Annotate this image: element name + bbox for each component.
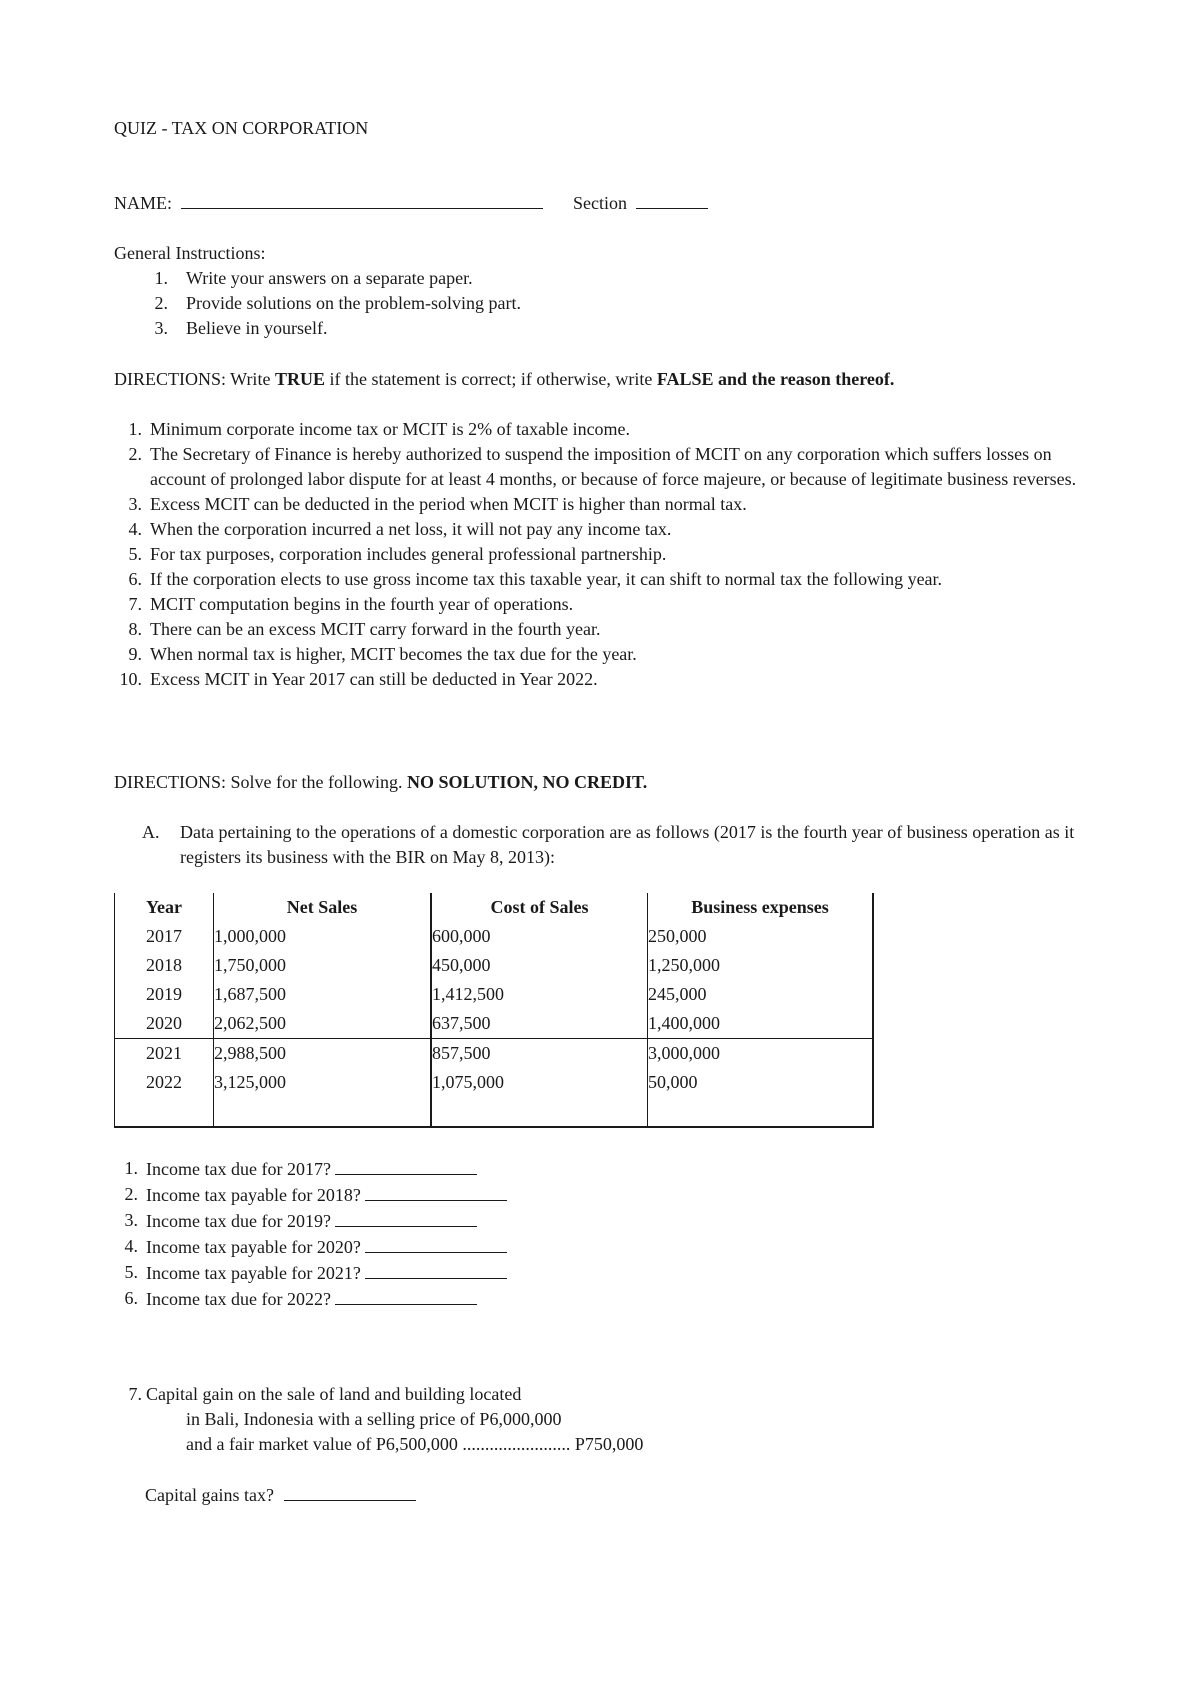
question-7-line1: 7. Capital gain on the sale of land and building located bbox=[128, 1384, 522, 1404]
table-cell: 1,412,500 bbox=[431, 980, 648, 1009]
table-cell: 2022 bbox=[115, 1068, 214, 1097]
header-net-sales: Net Sales bbox=[214, 893, 432, 922]
table-row bbox=[115, 1039, 874, 1069]
question-item: 2. Income tax payable for 2018? bbox=[114, 1182, 507, 1208]
header-business-expenses: Business expenses bbox=[648, 893, 874, 922]
problem-a bbox=[142, 820, 1092, 870]
table-cell: 1,400,000 bbox=[648, 1009, 874, 1039]
table-cell: 450,000 bbox=[431, 951, 648, 980]
table-cell: 1,250,000 bbox=[648, 951, 874, 980]
table-cell: 1,075,000 bbox=[431, 1068, 648, 1097]
answer-blank[interactable] bbox=[335, 1286, 477, 1305]
list-item: 7. MCIT computation begins in the fourth year of operations. bbox=[128, 594, 574, 614]
question-item: 5. Income tax payable for 2021? bbox=[114, 1260, 507, 1286]
table-row bbox=[115, 922, 874, 951]
table-cell-empty bbox=[648, 1097, 874, 1127]
table-cell: 2018 bbox=[115, 951, 214, 980]
table-cell: 3,000,000 bbox=[648, 1039, 874, 1069]
answer-blank[interactable] bbox=[365, 1182, 507, 1201]
list-item: 3. Believe in yourself. bbox=[154, 318, 328, 338]
answer-blank[interactable] bbox=[335, 1156, 477, 1175]
name-label: NAME: bbox=[114, 193, 172, 213]
table-header-row bbox=[115, 893, 874, 922]
question-item: 6. Income tax due for 2022? bbox=[114, 1286, 507, 1312]
name-field[interactable] bbox=[181, 190, 543, 209]
header-cost-of-sales: Cost of Sales bbox=[431, 893, 648, 922]
table-cell: 2,988,500 bbox=[214, 1039, 432, 1069]
list-item: 2. Provide solutions on the problem-solving part. bbox=[154, 293, 521, 313]
table-cell: 857,500 bbox=[431, 1039, 648, 1069]
table-cell: 250,000 bbox=[648, 922, 874, 951]
question-7-line2: in Bali, Indonesia with a selling price of P6,000,000 bbox=[186, 1409, 562, 1429]
problem-a-label: A. bbox=[142, 822, 160, 842]
directions-true-false: DIRECTIONS: Write TRUE if the statement is correct; if otherwise, write FALSE and the reason thereof. bbox=[114, 369, 895, 389]
operations-table bbox=[114, 893, 874, 1128]
problem-a-text: Data pertaining to the operations of a domestic corporation are as follows (2017 is the fourth year of business operation as it registers its business with the BIR on May 8, 2013): bbox=[180, 822, 1075, 867]
table-empty-row bbox=[115, 1097, 874, 1127]
table-row bbox=[115, 1009, 874, 1039]
list-item: 5. For tax purposes, corporation includes general professional partnership. bbox=[128, 544, 667, 564]
list-item: 9. When normal tax is higher, MCIT becomes the tax due for the year. bbox=[128, 644, 637, 664]
table-cell: 245,000 bbox=[648, 980, 874, 1009]
question-item: 1. Income tax due for 2017? bbox=[114, 1156, 507, 1182]
page-title: QUIZ - TAX ON CORPORATION bbox=[114, 118, 369, 138]
section-label: Section bbox=[573, 193, 627, 213]
answer-blank[interactable] bbox=[365, 1260, 507, 1279]
table-cell: 1,750,000 bbox=[214, 951, 432, 980]
question-item: 3. Income tax due for 2019? bbox=[114, 1208, 507, 1234]
list-item: 2. The Secretary of Finance is hereby authorized to suspend the imposition of MCIT on any corporation which suffers losses on account of prolonged labor dispute for at least 4 months, or because of force majeure, or because of legitimate business reverses. bbox=[128, 444, 1077, 489]
table-cell: 2017 bbox=[115, 922, 214, 951]
table-cell: 1,000,000 bbox=[214, 922, 432, 951]
general-instructions-list bbox=[150, 266, 521, 341]
header-year: Year bbox=[115, 893, 214, 922]
table-cell: 2019 bbox=[115, 980, 214, 1009]
table-cell: 600,000 bbox=[431, 922, 648, 951]
general-instructions-heading: General Instructions: bbox=[114, 243, 266, 263]
capital-gains-tax-question: Capital gains tax? bbox=[145, 1482, 416, 1508]
question-7-line3: and a fair market value of P6,500,000 ........................ P750,000 bbox=[186, 1434, 644, 1454]
directions-solve: DIRECTIONS: Solve for the following. NO SOLUTION, NO CREDIT. bbox=[114, 772, 648, 792]
table-cell-empty bbox=[431, 1097, 648, 1127]
answer-blank[interactable] bbox=[335, 1208, 477, 1227]
question-item: 4. Income tax payable for 2020? bbox=[114, 1234, 507, 1260]
name-section-row bbox=[114, 190, 708, 216]
table-cell: 637,500 bbox=[431, 1009, 648, 1039]
list-item: 3. Excess MCIT can be deducted in the period when MCIT is higher than normal tax. bbox=[128, 494, 747, 514]
list-item: 1. Write your answers on a separate paper. bbox=[154, 268, 473, 288]
table-cell: 2021 bbox=[115, 1039, 214, 1069]
answer-blank[interactable] bbox=[365, 1234, 507, 1253]
table-row bbox=[115, 980, 874, 1009]
list-item: 10. Excess MCIT in Year 2017 can still be deducted in Year 2022. bbox=[119, 669, 598, 689]
questions-list bbox=[114, 1156, 507, 1312]
table-cell: 1,687,500 bbox=[214, 980, 432, 1009]
table-row bbox=[115, 951, 874, 980]
table-cell-empty bbox=[214, 1097, 432, 1127]
capital-gains-answer-blank[interactable] bbox=[284, 1482, 416, 1501]
true-false-list bbox=[114, 417, 1094, 692]
list-item: 6. If the corporation elects to use gross income tax this taxable year, it can shift to normal tax the following year. bbox=[128, 569, 943, 589]
section-field[interactable] bbox=[636, 190, 708, 209]
table-cell: 2,062,500 bbox=[214, 1009, 432, 1039]
list-item: 8. There can be an excess MCIT carry forward in the fourth year. bbox=[128, 619, 601, 639]
table-row bbox=[115, 1068, 874, 1097]
table-cell: 50,000 bbox=[648, 1068, 874, 1097]
table-cell-empty bbox=[115, 1097, 214, 1127]
table-cell: 3,125,000 bbox=[214, 1068, 432, 1097]
table-cell: 2020 bbox=[115, 1009, 214, 1039]
list-item: 4. When the corporation incurred a net loss, it will not pay any income tax. bbox=[128, 519, 672, 539]
question-7-amount: P750,000 bbox=[574, 1434, 644, 1454]
list-item: 1. Minimum corporate income tax or MCIT is 2% of taxable income. bbox=[128, 419, 631, 439]
